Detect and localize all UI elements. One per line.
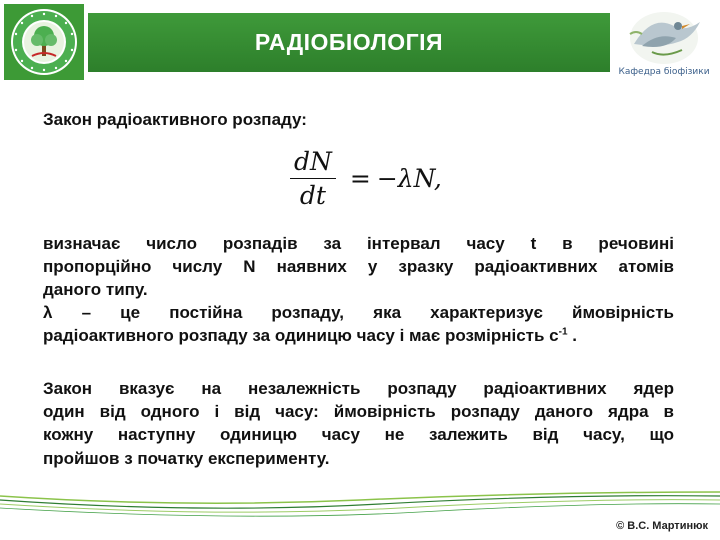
- paragraph-line: даного типу.: [43, 280, 148, 300]
- formula-numerator: dN: [290, 147, 336, 179]
- paragraph-independence: [43, 377, 674, 470]
- paragraph-line: Закон вказує на незалежність розпаду радіоактивних ядер: [43, 379, 674, 398]
- slide-header: [0, 0, 720, 82]
- law-heading: Закон радіоактивного розпаду:: [43, 110, 307, 129]
- slide-title: РАДІОБІОЛОГІЯ: [254, 29, 444, 55]
- unit-exponent: -1: [558, 326, 568, 338]
- footer-wave-decoration: [0, 478, 720, 538]
- department-logo-caption: Кафедра біофізики: [618, 67, 710, 77]
- formula-denominator: dt: [299, 180, 326, 210]
- paragraph-line: λ – це постійна розпаду, яка характеризує ймовірність: [43, 303, 674, 322]
- title-bar: [88, 13, 610, 72]
- formula-fraction: [290, 147, 336, 210]
- paragraph-line: визначає число розпадів за інтервал часу t в речовині: [43, 234, 674, 253]
- paragraph-decay-constant: [43, 301, 674, 347]
- department-bird-logo-icon: [612, 4, 716, 68]
- university-emblem-icon: [4, 4, 84, 80]
- paragraph-line: кожну наступну одиницю часу не залежить від часу, що: [43, 425, 674, 445]
- paragraph-line-with-unit: [43, 324, 674, 347]
- paragraph-definition: [43, 232, 674, 302]
- author-credit: © В.С. Мартинюк: [616, 520, 708, 532]
- formula-rhs: −λN,: [376, 163, 442, 193]
- unit-text: радіоактивного розпаду за одиницю часу і має розмірність с: [43, 326, 559, 346]
- department-logo: [612, 4, 716, 84]
- decay-law-formula: [290, 143, 442, 213]
- formula-equals: =: [349, 163, 371, 193]
- formula-rhs-group: [344, 164, 442, 193]
- paragraph-line: один від одного і від часу: ймовірність розпаду даного ядра в: [43, 402, 674, 422]
- paragraph-line: пропорційно числу N наявних у зразку радіоактивних атомів: [43, 257, 674, 277]
- paragraph-line: пройшов з початку експерименту.: [43, 448, 330, 468]
- unit-end: .: [567, 326, 577, 346]
